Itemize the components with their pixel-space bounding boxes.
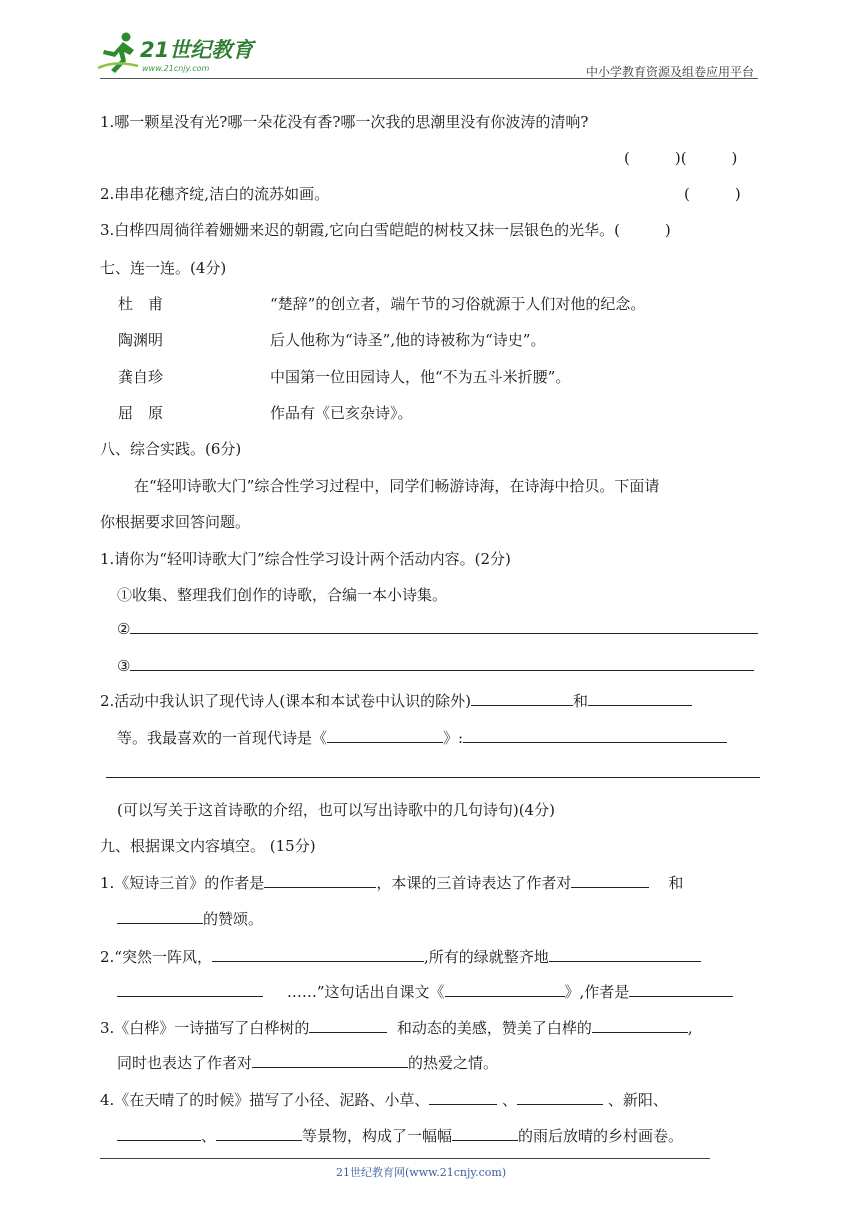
- q9-text: ，本课的三首诗表达了作者对: [376, 874, 572, 892]
- q9-s4-line-2: [117, 1125, 683, 1146]
- q9-s2-line-1: [100, 946, 701, 967]
- q8-sub1-answer-c: [117, 655, 754, 675]
- q9-s4-line-1: [100, 1089, 668, 1110]
- answer-blank[interactable]: [588, 690, 692, 706]
- circled-3-label: ③: [117, 657, 131, 675]
- q7-poet: 陶渊明: [118, 331, 164, 349]
- q9-text: 、: [201, 1127, 217, 1145]
- q8-sub2-note: (可以写关于这首诗歌的介绍，也可以写出诗歌中的几句诗句)(4分): [117, 801, 555, 819]
- q7-title: 七、连一连。(4分): [100, 259, 227, 277]
- answer-blank[interactable]: [130, 618, 758, 634]
- q9-s1-line-1: [100, 872, 683, 893]
- q9-text: 、新阳、: [607, 1091, 668, 1109]
- q7-poet: 龚自珍: [118, 368, 164, 386]
- answer-blank[interactable]: [212, 946, 424, 962]
- q8-sub1-answer-b: [117, 618, 758, 638]
- answer-blank[interactable]: [452, 1125, 518, 1141]
- answer-blank[interactable]: [130, 655, 754, 671]
- q6-item-1: 1.哪一颗星没有光?哪一朵花没有香?哪一次我的思潮里没有你波涛的清响?: [100, 113, 589, 131]
- answer-blank[interactable]: [571, 872, 649, 888]
- q7-desc: 后人他称为“诗圣”,他的诗被称为“诗史”。: [270, 331, 546, 349]
- q8-sub2-text: 2.活动中我认识了现代诗人(课本和本试卷中认识的除外): [100, 692, 472, 710]
- q6-item-2: 2.串串花穗齐绽,洁白的流苏如画。: [100, 185, 330, 203]
- q9-s2-line-2: [117, 981, 733, 1002]
- q9-text: 4.《在天晴了的时候》描写了小径、泥路、小草、: [100, 1091, 430, 1109]
- answer-blank[interactable]: [117, 1125, 201, 1141]
- q6-item-2-answer-parens: ( ): [684, 185, 741, 203]
- q9-s3-line-2: [117, 1052, 498, 1073]
- q8-sub2-line-2: [117, 727, 727, 748]
- q9-text: 和: [668, 874, 684, 892]
- circled-2-label: ②: [117, 620, 131, 638]
- q9-text: 同时也表达了作者对: [117, 1054, 253, 1072]
- footer-link[interactable]: 21世纪教育网(www.21cnjy.com): [336, 1166, 507, 1179]
- q7-poet: 屈 原: [118, 404, 164, 422]
- logo-text: 21世纪教育: [140, 38, 254, 62]
- q8-sub2-line-1: [100, 690, 692, 711]
- q9-text: ,: [687, 1019, 693, 1037]
- answer-blank[interactable]: [106, 762, 760, 778]
- answer-blank[interactable]: [327, 727, 443, 743]
- answer-blank[interactable]: [517, 1089, 603, 1105]
- q9-s3-line-1: [100, 1017, 693, 1038]
- q9-text: 的热爱之情。: [408, 1054, 499, 1072]
- answer-blank[interactable]: [252, 1052, 408, 1068]
- q7-desc: “楚辞”的创立者，端午节的习俗就源于人们对他的纪念。: [270, 295, 646, 313]
- header-divider: [100, 78, 758, 79]
- answer-blank[interactable]: [117, 981, 263, 997]
- q9-text: 和动态的美感，赞美了白桦的: [396, 1019, 592, 1037]
- q6-item-3: 3.白桦四周徜徉着姗姗来迟的朝霞,它向白雪皑皑的树枝又抹一层银色的光华。( ): [100, 221, 671, 239]
- header-tagline: 中小学教育资源及组卷应用平台: [585, 65, 754, 79]
- footer-divider: [100, 1158, 710, 1159]
- answer-blank[interactable]: [463, 727, 727, 743]
- q8-intro-line-1: 在“轻叩诗歌大门”综合性学习过程中，同学们畅游诗海，在诗海中拾贝。下面请: [134, 477, 660, 495]
- q7-desc: 作品有《已亥杂诗》。: [270, 404, 413, 422]
- q7-poet: 杜 甫: [118, 295, 164, 313]
- runner-logo-icon: [96, 30, 140, 76]
- q9-text: 3.《白桦》一诗描写了白桦树的: [100, 1019, 310, 1037]
- q9-text: 2.“突然一阵风，: [100, 948, 212, 966]
- q9-text: ……”这句话出自课文《: [286, 983, 445, 1001]
- q9-text: ,所有的绿就整齐地: [423, 948, 549, 966]
- answer-blank[interactable]: [445, 981, 565, 997]
- answer-blank[interactable]: [216, 1125, 302, 1141]
- q9-text: 的赞颂。: [203, 910, 264, 928]
- q8-sub2-text: 》:: [443, 729, 464, 747]
- q9-title: 九、根据课文内容填空。 (15分): [100, 837, 316, 855]
- answer-blank[interactable]: [592, 1017, 688, 1033]
- answer-blank[interactable]: [309, 1017, 387, 1033]
- answer-blank[interactable]: [629, 981, 733, 997]
- q8-title: 八、综合实践。(6分): [100, 440, 242, 458]
- q8-sub1: 1.请你为“轻叩诗歌大门”综合性学习设计两个活动内容。(2分): [100, 550, 511, 568]
- logo-url: www.21cnjy.com: [142, 64, 210, 73]
- q6-item-1-answer-parens: ( )( ): [624, 149, 738, 167]
- q9-text: 等景物，构成了一幅幅: [302, 1127, 453, 1145]
- q8-sub2-line-3: [106, 762, 760, 782]
- answer-blank[interactable]: [471, 690, 573, 706]
- q9-text: 》,作者是: [564, 983, 630, 1001]
- q9-text: 1.《短诗三首》的作者是: [100, 874, 265, 892]
- answer-blank[interactable]: [549, 946, 701, 962]
- answer-blank[interactable]: [117, 908, 203, 924]
- q9-s1-line-2: [117, 908, 263, 929]
- q9-text: 、: [502, 1091, 518, 1109]
- q9-text: 的雨后放晴的乡村画卷。: [518, 1127, 684, 1145]
- answer-blank[interactable]: [264, 872, 376, 888]
- site-logo: [96, 30, 258, 80]
- q8-sub2-and: 和: [573, 692, 589, 710]
- q8-intro-line-2: 你根据要求回答问题。: [100, 513, 251, 531]
- q7-desc: 中国第一位田园诗人，他“不为五斗米折腰”。: [270, 368, 571, 386]
- q8-sub2-text: 等。我最喜欢的一首现代诗是《: [117, 729, 328, 747]
- q8-sub1-answer-a: ①收集、整理我们创作的诗歌，合编一本小诗集。: [117, 586, 448, 604]
- answer-blank[interactable]: [429, 1089, 497, 1105]
